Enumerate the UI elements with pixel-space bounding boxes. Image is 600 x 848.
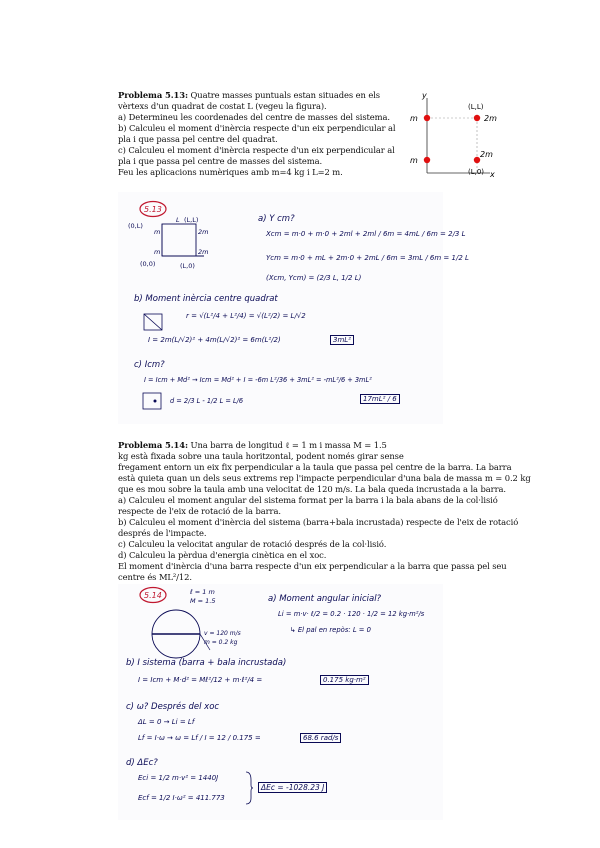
solution-tag bbox=[138, 586, 168, 604]
problem-5-13-line: Feu les aplicacions numèriques amb m=4 kg i L=2 m. bbox=[118, 167, 343, 177]
part-c-line1: ΔL = 0 → Li = Lf bbox=[138, 718, 195, 726]
part-a-xcm: Xcm = m·0 + m·0 + 2ml + 2ml / 6m = 4mL / 6m = 2/3 L bbox=[266, 230, 466, 238]
problem-5-14-line: Una barra de longitud ℓ = 1 m i massa M = 1.5 bbox=[190, 440, 387, 450]
part-c-eq: I = Icm + Md² → Icm = Md² + I = -6m L²/36 + 3mL² = -mL²/6 + 3mL² bbox=[144, 376, 372, 384]
problem-5-14-line: b) Calculeu el moment d'inèrcia del sistema (barra+bala incrustada) respecte de l'eix de rotació bbox=[118, 517, 519, 527]
part-a-result: (Xcm, Ycm) = (2/3 L, 1/2 L) bbox=[266, 274, 362, 282]
problem-5-13-heading: Problema 5.13: bbox=[118, 90, 188, 100]
mass-top-left bbox=[424, 115, 430, 121]
problem-5-13-line: pla i que passa pel centre de masses del sistema. bbox=[118, 156, 323, 166]
brace bbox=[244, 770, 254, 806]
problem-5-13-line: b) Calculeu el moment d'inèrcia respecte d'un eix perpendicular al bbox=[118, 123, 396, 133]
x-axis-label: x bbox=[490, 170, 495, 179]
label-m: m bbox=[410, 156, 418, 165]
problem-5-14-line: està quieta quan un dels seus extrems rep l'impacte perpendicular d'una bala de massa m = 0.2 kg bbox=[118, 473, 531, 483]
part-a-eq: Li = m·v· ℓ/2 = 0.2 · 120 · 1/2 = 12 kg·m²/s bbox=[278, 610, 425, 618]
problem-5-13-line: a) Determineu les coordenades del centre de masses del sistema. bbox=[118, 112, 390, 122]
part-c-line2: Lf = I·ω → ω = Lf / I = 12 / 0.175 = bbox=[138, 734, 261, 742]
part-c-title: c) ω? Després del xoc bbox=[126, 702, 220, 712]
part-d-line2: Ecf = 1/2 I·ω² = 411.773 bbox=[138, 794, 225, 802]
solution-square-sketch bbox=[124, 214, 234, 274]
problem-5-13-line: vèrtexs d'un quadrat de costat L (vegeu la figura). bbox=[118, 101, 327, 111]
problem-5-14-line: kg està fixada sobre una taula horitzontal, podent només girar sense bbox=[118, 451, 404, 461]
mass-bottom-left bbox=[424, 157, 430, 163]
label-2m: 2m bbox=[480, 150, 493, 159]
part-d-title: d) ΔEc? bbox=[126, 758, 158, 768]
svg-text:(L,L): (L,L) bbox=[184, 216, 199, 224]
part-b-title: b) I sistema (barra + bala incrustada) bbox=[126, 658, 287, 668]
part-a-title: a) Y cm? bbox=[258, 214, 295, 224]
problem-5-13-line: c) Calculeu el moment d'inèrcia respecte d'un eix perpendicular al bbox=[118, 145, 395, 155]
svg-text:(0,0): (0,0) bbox=[140, 260, 156, 268]
given-velocity: v = 120 m/s bbox=[204, 630, 241, 637]
part-a-note: ↳ El pal en repòs: L = 0 bbox=[290, 626, 371, 634]
diagonal-sketch bbox=[138, 310, 168, 334]
solution-tag-label: 5.13 bbox=[144, 205, 162, 214]
part-c-d: d = 2/3 L - 1/2 L = L/6 bbox=[170, 397, 244, 405]
problem-5-14-line: que es mou sobre la taula amb una velocitat de 120 m/s. La bala queda incrustada a la barra. bbox=[118, 484, 506, 494]
problem-5-14-line: centre és ML²/12. bbox=[118, 572, 192, 582]
solution-tag-label: 5.14 bbox=[144, 591, 162, 600]
part-b-title: b) Moment inèrcia centre quadrat bbox=[134, 294, 278, 304]
part-c-result: 68.6 rad/s bbox=[300, 733, 341, 743]
given-bullet-mass: m = 0.2 kg bbox=[204, 639, 238, 646]
label-top-right: (L,L) bbox=[468, 103, 484, 111]
part-c-result: 17mL² / 6 bbox=[360, 394, 400, 404]
svg-text:m: m bbox=[154, 228, 161, 236]
problem-5-14-line: El moment d'inèrcia d'una barra respecte d'un eix perpendicular a la barra que passa pel seu bbox=[118, 561, 507, 571]
problem-5-14-line: d) Calculeu la pèrdua d'energia cinètica en el xoc. bbox=[118, 550, 327, 560]
label-bottom-right: (L,0) bbox=[468, 168, 485, 176]
svg-text:L: L bbox=[176, 216, 180, 224]
solution-5-14-scan bbox=[118, 584, 443, 820]
cm-sketch bbox=[140, 390, 166, 412]
label-2m: 2m bbox=[484, 114, 497, 123]
part-a-title: a) Moment angular inicial? bbox=[268, 594, 382, 604]
problem-5-14-line: respecte de l'eix de rotació de la barra. bbox=[118, 506, 281, 516]
y-axis-label: y bbox=[422, 91, 427, 100]
solution-5-13-scan bbox=[118, 192, 469, 424]
svg-text:(L,0): (L,0) bbox=[180, 262, 195, 270]
part-b-eq: I = Icm + M·d² = Mℓ²/12 + m·ℓ²/4 = bbox=[138, 676, 263, 684]
mass-top-right bbox=[474, 115, 480, 121]
problem-5-14-heading: Problema 5.14: bbox=[118, 440, 188, 450]
given-mass: M = 1.5 bbox=[190, 597, 216, 605]
problem-5-13-line: Quatre masses puntuals estan situades en els bbox=[190, 90, 380, 100]
svg-text:2m: 2m bbox=[198, 228, 209, 236]
part-d-line1: Eci = 1/2 m·v² = 1440J bbox=[138, 774, 219, 782]
label-m: m bbox=[410, 114, 418, 123]
svg-text:2m: 2m bbox=[198, 248, 209, 256]
mass-square-figure bbox=[400, 88, 500, 180]
svg-text:m: m bbox=[154, 248, 161, 256]
part-b-result: 3mL² bbox=[330, 335, 354, 345]
given-length: ℓ = 1 m bbox=[190, 588, 215, 596]
problem-5-14-line: fregament entorn un eix fix perpendicular a la taula que passa pel centre de la barra. La barra bbox=[118, 462, 512, 472]
part-c-title: c) Icm? bbox=[134, 360, 165, 370]
part-b-result: 0.175 kg·m² bbox=[320, 675, 369, 685]
part-d-result: ΔEc = -1028.23 J bbox=[258, 782, 327, 793]
svg-text:(0,L): (0,L) bbox=[128, 222, 143, 230]
problem-5-14-line: a) Calculeu el moment angular del sistema format per la barra i la bala abans de la col·lisió bbox=[118, 495, 498, 505]
problem-5-14-line: c) Calculeu la velocitat angular de rotació després de la col·lisió. bbox=[118, 539, 387, 549]
part-a-ycm: Ycm = m·0 + mL + 2m·0 + 2mL / 6m = 3mL / 6m = 1/2 L bbox=[266, 254, 469, 262]
problem-5-14-line: després de l'impacte. bbox=[118, 528, 207, 538]
part-b-inertia: I = 2m(L/√2)² + 4m(L/√2)² = 6m(L²/2) bbox=[148, 336, 281, 344]
problem-5-13-line: pla i que passa pel centre del quadrat. bbox=[118, 134, 278, 144]
part-b-r: r = √(L²/4 + L²/4) = √(L²/2) = L/√2 bbox=[186, 312, 306, 320]
